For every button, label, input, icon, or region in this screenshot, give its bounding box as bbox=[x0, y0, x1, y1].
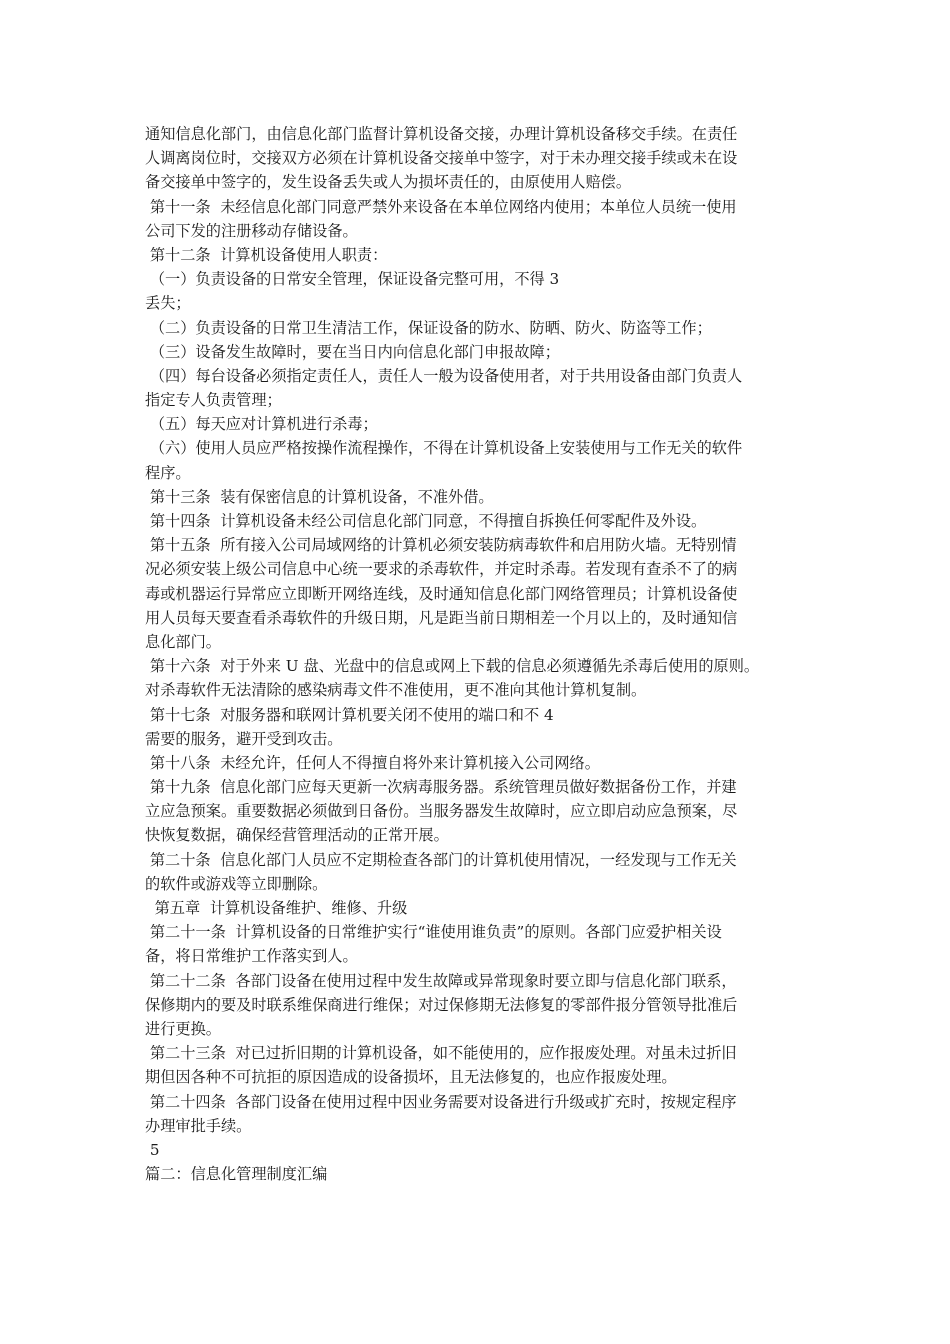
text-line: （三）设备发生故障时，要在当日内向信息化部门申报故障； bbox=[145, 342, 560, 361]
text-line: （一）负责设备的日常安全管理，保证设备完整可用，不得 3 bbox=[145, 270, 560, 289]
text-line: 丢失； bbox=[145, 294, 191, 313]
text-line: 第五章 计算机设备维护、维修、升级 bbox=[145, 899, 408, 917]
text-line: 办理审批手续。 bbox=[145, 1116, 252, 1135]
text-line: 第十一条 未经信息化部门同意严禁外来设备在本单位网络内使用；本单位人员统一使用 bbox=[145, 197, 737, 216]
text-line: 备，将日常维护工作落实到人。 bbox=[145, 947, 358, 966]
text-line: 人调离岗位时，交接双方必须在计算机设备交接单中签字，对于未办理交接手续或未在设 bbox=[145, 149, 738, 168]
text-line: （四）每台设备必须指定责任人，责任人一般为设备使用者，对于共用设备由部门负责人 bbox=[145, 366, 743, 385]
text-line: 5 bbox=[145, 1140, 160, 1159]
text-line: 期但因各种不可抗拒的原因造成的设备损坏，且无法修复的，也应作报废处理。 bbox=[145, 1068, 677, 1087]
text-line: 第二十条 信息化部门人员应不定期检查各部门的计算机使用情况，一经发现与工作无关 bbox=[145, 850, 737, 869]
text-line: 第二十三条 对已过折旧期的计算机设备，如不能使用的，应作报废处理。对虽未过折旧 bbox=[145, 1044, 737, 1063]
text-line: 况必须安装上级公司信息中心统一要求的杀毒软件，并定时杀毒。若发现有查杀不了的病 bbox=[145, 560, 738, 579]
text-line: 对杀毒软件无法清除的感染病毒文件不准使用，更不准向其他计算机复制。 bbox=[145, 681, 647, 700]
text-line: 第二十一条 计算机设备的日常维护实行“谁使用谁负责”的原则。各部门应爱护相关设 bbox=[145, 923, 722, 942]
text-line: 需要的服务，避开受到攻击。 bbox=[145, 729, 343, 748]
text-line: 第十八条 未经允许，任何人不得擅自将外来计算机接入公司网络。 bbox=[145, 753, 600, 772]
text-line: 第十九条 信息化部门应每天更新一次病毒服务器。系统管理员做好数据备份工作，并建 bbox=[145, 778, 737, 797]
text-line: （五）每天应对计算机进行杀毒； bbox=[145, 415, 378, 434]
text-line: 息化部门。 bbox=[145, 632, 221, 651]
text-line: 备交接单中签字的，发生设备丢失或人为损坏责任的，由原使用人赔偿。 bbox=[145, 173, 631, 192]
text-line: 进行更换。 bbox=[145, 1019, 221, 1038]
text-line: 保修期内的要及时联系维保商进行维保；对过保修期无法修复的零部件报分管领导批准后 bbox=[145, 995, 738, 1014]
text-line: 的软件或游戏等立即删除。 bbox=[145, 874, 328, 893]
text-line: 通知信息化部门，由信息化部门监督计算机设备交接，办理计算机设备移交手续。在责任 bbox=[145, 125, 738, 143]
text-line: 指定专人负责管理； bbox=[145, 391, 282, 410]
text-line: 第十六条 对于外来 U 盘、光盘中的信息或网上下载的信息必须遵循先杀毒后使用的原则。 bbox=[145, 657, 760, 676]
text-line: 第十二条 计算机设备使用人职责： bbox=[145, 245, 388, 264]
text-line: 第十七条 对服务器和联网计算机要关闭不使用的端口和不 4 bbox=[145, 705, 554, 724]
text-line: 立应急预案。重要数据必须做到日备份。当服务器发生故障时，应立即启动应急预案，尽 bbox=[145, 802, 738, 821]
text-line: 第二十二条 各部门设备在使用过程中发生故障或异常现象时要立即与信息化部门联系， bbox=[145, 971, 737, 990]
text-line: 用人员每天要查看杀毒软件的升级日期，凡是距当前日期相差一个月以上的，及时通知信 bbox=[145, 608, 738, 627]
text-line: 第十五条 所有接入公司局域网络的计算机必须安装防病毒软件和启用防火墙。无特别情 bbox=[145, 536, 737, 555]
text-line: 毒或机器运行异常应立即断开网络连线，及时通知信息化部门网络管理员；计算机设备使 bbox=[145, 584, 738, 603]
text-line: 第十四条 计算机设备未经公司信息化部门同意，不得擅自拆换任何零配件及外设。 bbox=[145, 512, 707, 530]
text-line: 程序。 bbox=[145, 463, 191, 482]
text-line: 公司下发的注册移动存储设备。 bbox=[145, 221, 358, 240]
text-line: 快恢复数据，确保经营管理活动的正常开展。 bbox=[145, 826, 449, 845]
document-page bbox=[145, 122, 825, 1186]
text-line: （六）使用人员应严格按操作流程操作，不得在计算机设备上安装使用与工作无关的软件 bbox=[145, 439, 743, 458]
text-line: 第十三条 装有保密信息的计算机设备，不准外借。 bbox=[145, 487, 494, 506]
text-line: 第二十四条 各部门设备在使用过程中因业务需要对设备进行升级或扩充时，按规定程序 bbox=[145, 1092, 737, 1111]
text-line: 篇二：信息化管理制度汇编 bbox=[145, 1165, 328, 1184]
text-line: （二）负责设备的日常卫生清洁工作，保证设备的防水、防晒、防火、防盗等工作； bbox=[145, 318, 712, 337]
